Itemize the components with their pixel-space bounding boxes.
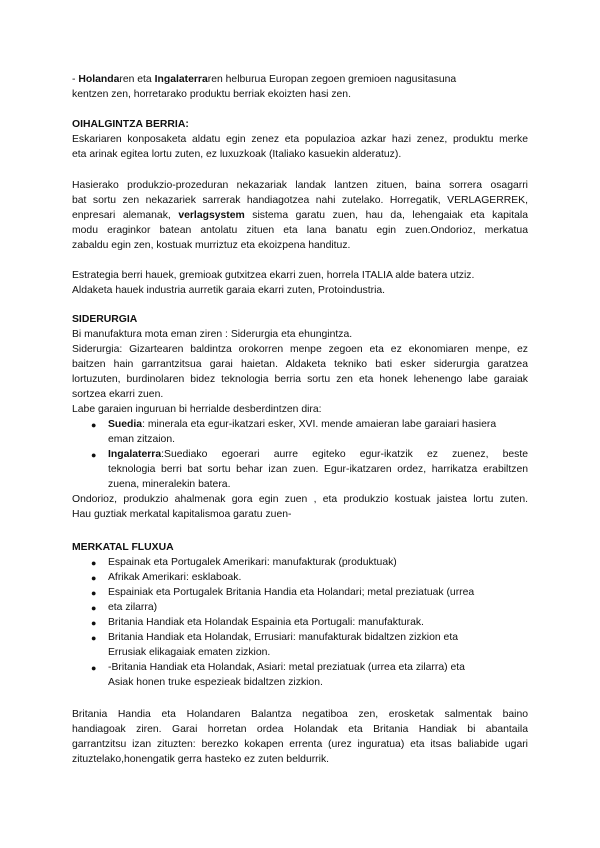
list-item-suedia: Suedia: minerala eta egur-ikatzari esker, XVI. mende amaieran labe garaiari hasiera xyxy=(108,419,497,430)
paragraph-line: Eskariaren konposaketa aldatu egin zenez eta populazioa azkar hazi zenez, produktu merke xyxy=(72,134,528,145)
bullet-icon: ● xyxy=(91,588,97,598)
bullet-icon: ● xyxy=(91,663,97,673)
paragraph-line: zituztelako,honengatik gerra hasteko ez zuten beldurrik. xyxy=(72,754,330,765)
list-item-line: zuena, mineralekin batera. xyxy=(108,479,231,490)
list-item-line: teknologia berri bat sortu behar izan zuen. Egur-ikatzaren ordez, harrikatza erabiltzen xyxy=(108,464,528,475)
list-item-line: Asiak honen truke espezieak bidaltzen zizkion. xyxy=(108,677,323,688)
paragraph-line: Britania Handia eta Holandaren Balantza negatiboa zen, erosketak salmentak baino xyxy=(72,709,528,720)
paragraph-line: Hasierako produkzio-prozeduran nekazariak landak lantzen zituen, baina sorrera osagarri xyxy=(72,180,528,191)
paragraph-line: handiagoak ziren. Garai horretan ordea Holandak eta Britania Handiak bi abantaila xyxy=(72,724,528,735)
list-item: Espainiak eta Portugalek Britania Handia eta Holandari; metal preziatuak (urrea xyxy=(108,587,475,598)
list-item: -Britania Handiak eta Holandak, Asiari: metal preziatuak (urrea eta zilarra) eta xyxy=(108,662,465,673)
paragraph-line: Hau guztiak merkatal kapitalismoa garatu zuen- xyxy=(72,509,292,520)
paragraph-line: baitzen hain garrantzitsua garai haietan. Aldaketa tekniko bati esker siderurgia garatzea xyxy=(72,359,528,370)
bullet-icon: ● xyxy=(91,420,97,430)
bullet-icon: ● xyxy=(91,603,97,613)
paragraph-line: Bi manufaktura mota eman ziren : Siderurgia eta ehungintza. xyxy=(72,329,353,340)
paragraph-line: garrantzitsu izan zituzten: berezko kokapen errenta (urez inguratua) eta itsas baliabide ugari xyxy=(72,739,528,750)
paragraph-line: Estrategia berri hauek, gremioak gutxitzea ekarri zuen, horrela ITALIA alde batera utziz. xyxy=(72,270,475,281)
paragraph-line: Labe garaien inguruan bi herrialde desberdintzen dira: xyxy=(72,404,322,415)
paragraph-line: modu eraginkor batean antolatu zituen eta lana banatu egin zuen.Ondorioz, merkatua xyxy=(72,225,528,236)
bullet-icon: ● xyxy=(91,633,97,643)
bullet-icon: ● xyxy=(91,450,97,460)
paragraph-line: Aldaketa hauek industria aurretik garaia ekarri zuten, Protoindustria. xyxy=(72,285,386,296)
paragraph-line: Siderurgia: Gizartearen baldintza orokorren menpe zegoen eta ez ekonomiaren menpe, ez xyxy=(72,344,528,355)
bullet-icon: ● xyxy=(91,618,97,628)
section-title-siderurgia: SIDERURGIA xyxy=(72,314,138,325)
list-item-line: Errusiak elikagaiak ematen zizkion. xyxy=(108,647,271,658)
list-item-line: eman zitzaion. xyxy=(108,434,175,445)
list-item: Britania Handiak eta Holandak, Errusiari: manufakturak bidaltzen zizkion eta xyxy=(108,632,458,643)
paragraph-line: bat sortu zen nekazariek sarrerak handiagotzea nahi zutelako. Horregatik, VERLAGERREK, xyxy=(72,195,528,206)
intro-line-2: kentzen zen, horretarako produktu berriak ekoizten hasi zen. xyxy=(72,89,351,100)
paragraph-line: sortzea ekarri zuen. xyxy=(72,389,164,400)
list-item: eta zilarra) xyxy=(108,602,158,613)
bullet-icon: ● xyxy=(91,573,97,583)
paragraph-line: enpresari alemanak, verlagsystem sistema garatu zuen, hau da, lehengaiak eta kapitala xyxy=(72,210,528,221)
paragraph-line: lortuzuten, burdinolaren bidez teknologia berria sortu zen eta honek lehenengo labe garaiak xyxy=(72,374,528,385)
section-title-merkatal-fluxua: MERKATAL FLUXUA xyxy=(72,542,174,553)
list-item: Afrikak Amerikari: esklaboak. xyxy=(108,572,242,583)
paragraph-line: zabaldu egin zen, kostuak murriztuz eta ekoizpena handituz. xyxy=(72,240,351,251)
section-title-oihalgintza: OIHALGINTZA BERRIA: xyxy=(72,119,189,130)
list-item-ingalaterra: Ingalaterra:Suediako egoerari aurre egiteko egur-ikatzik ez zuenez, beste xyxy=(108,449,528,460)
intro-line-1: - Holandaren eta Ingalaterraren helburua Europan zegoen gremioen nagusitasuna xyxy=(72,74,457,85)
paragraph-line: eta arinak egitea lortu zuten, ez luxuzkoak (Italiako kasuekin alderatuz). xyxy=(72,149,402,160)
bullet-icon: ● xyxy=(91,558,97,568)
list-item: Britania Handiak eta Holandak Espainia eta Portugali: manufakturak. xyxy=(108,617,424,628)
list-item: Espainak eta Portugalek Amerikari: manufakturak (produktuak) xyxy=(108,557,397,568)
paragraph-line: Ondorioz, produkzio ahalmenak gora egin zuen , eta produkzio kostuak jaistea lortu zuten. xyxy=(72,494,528,505)
